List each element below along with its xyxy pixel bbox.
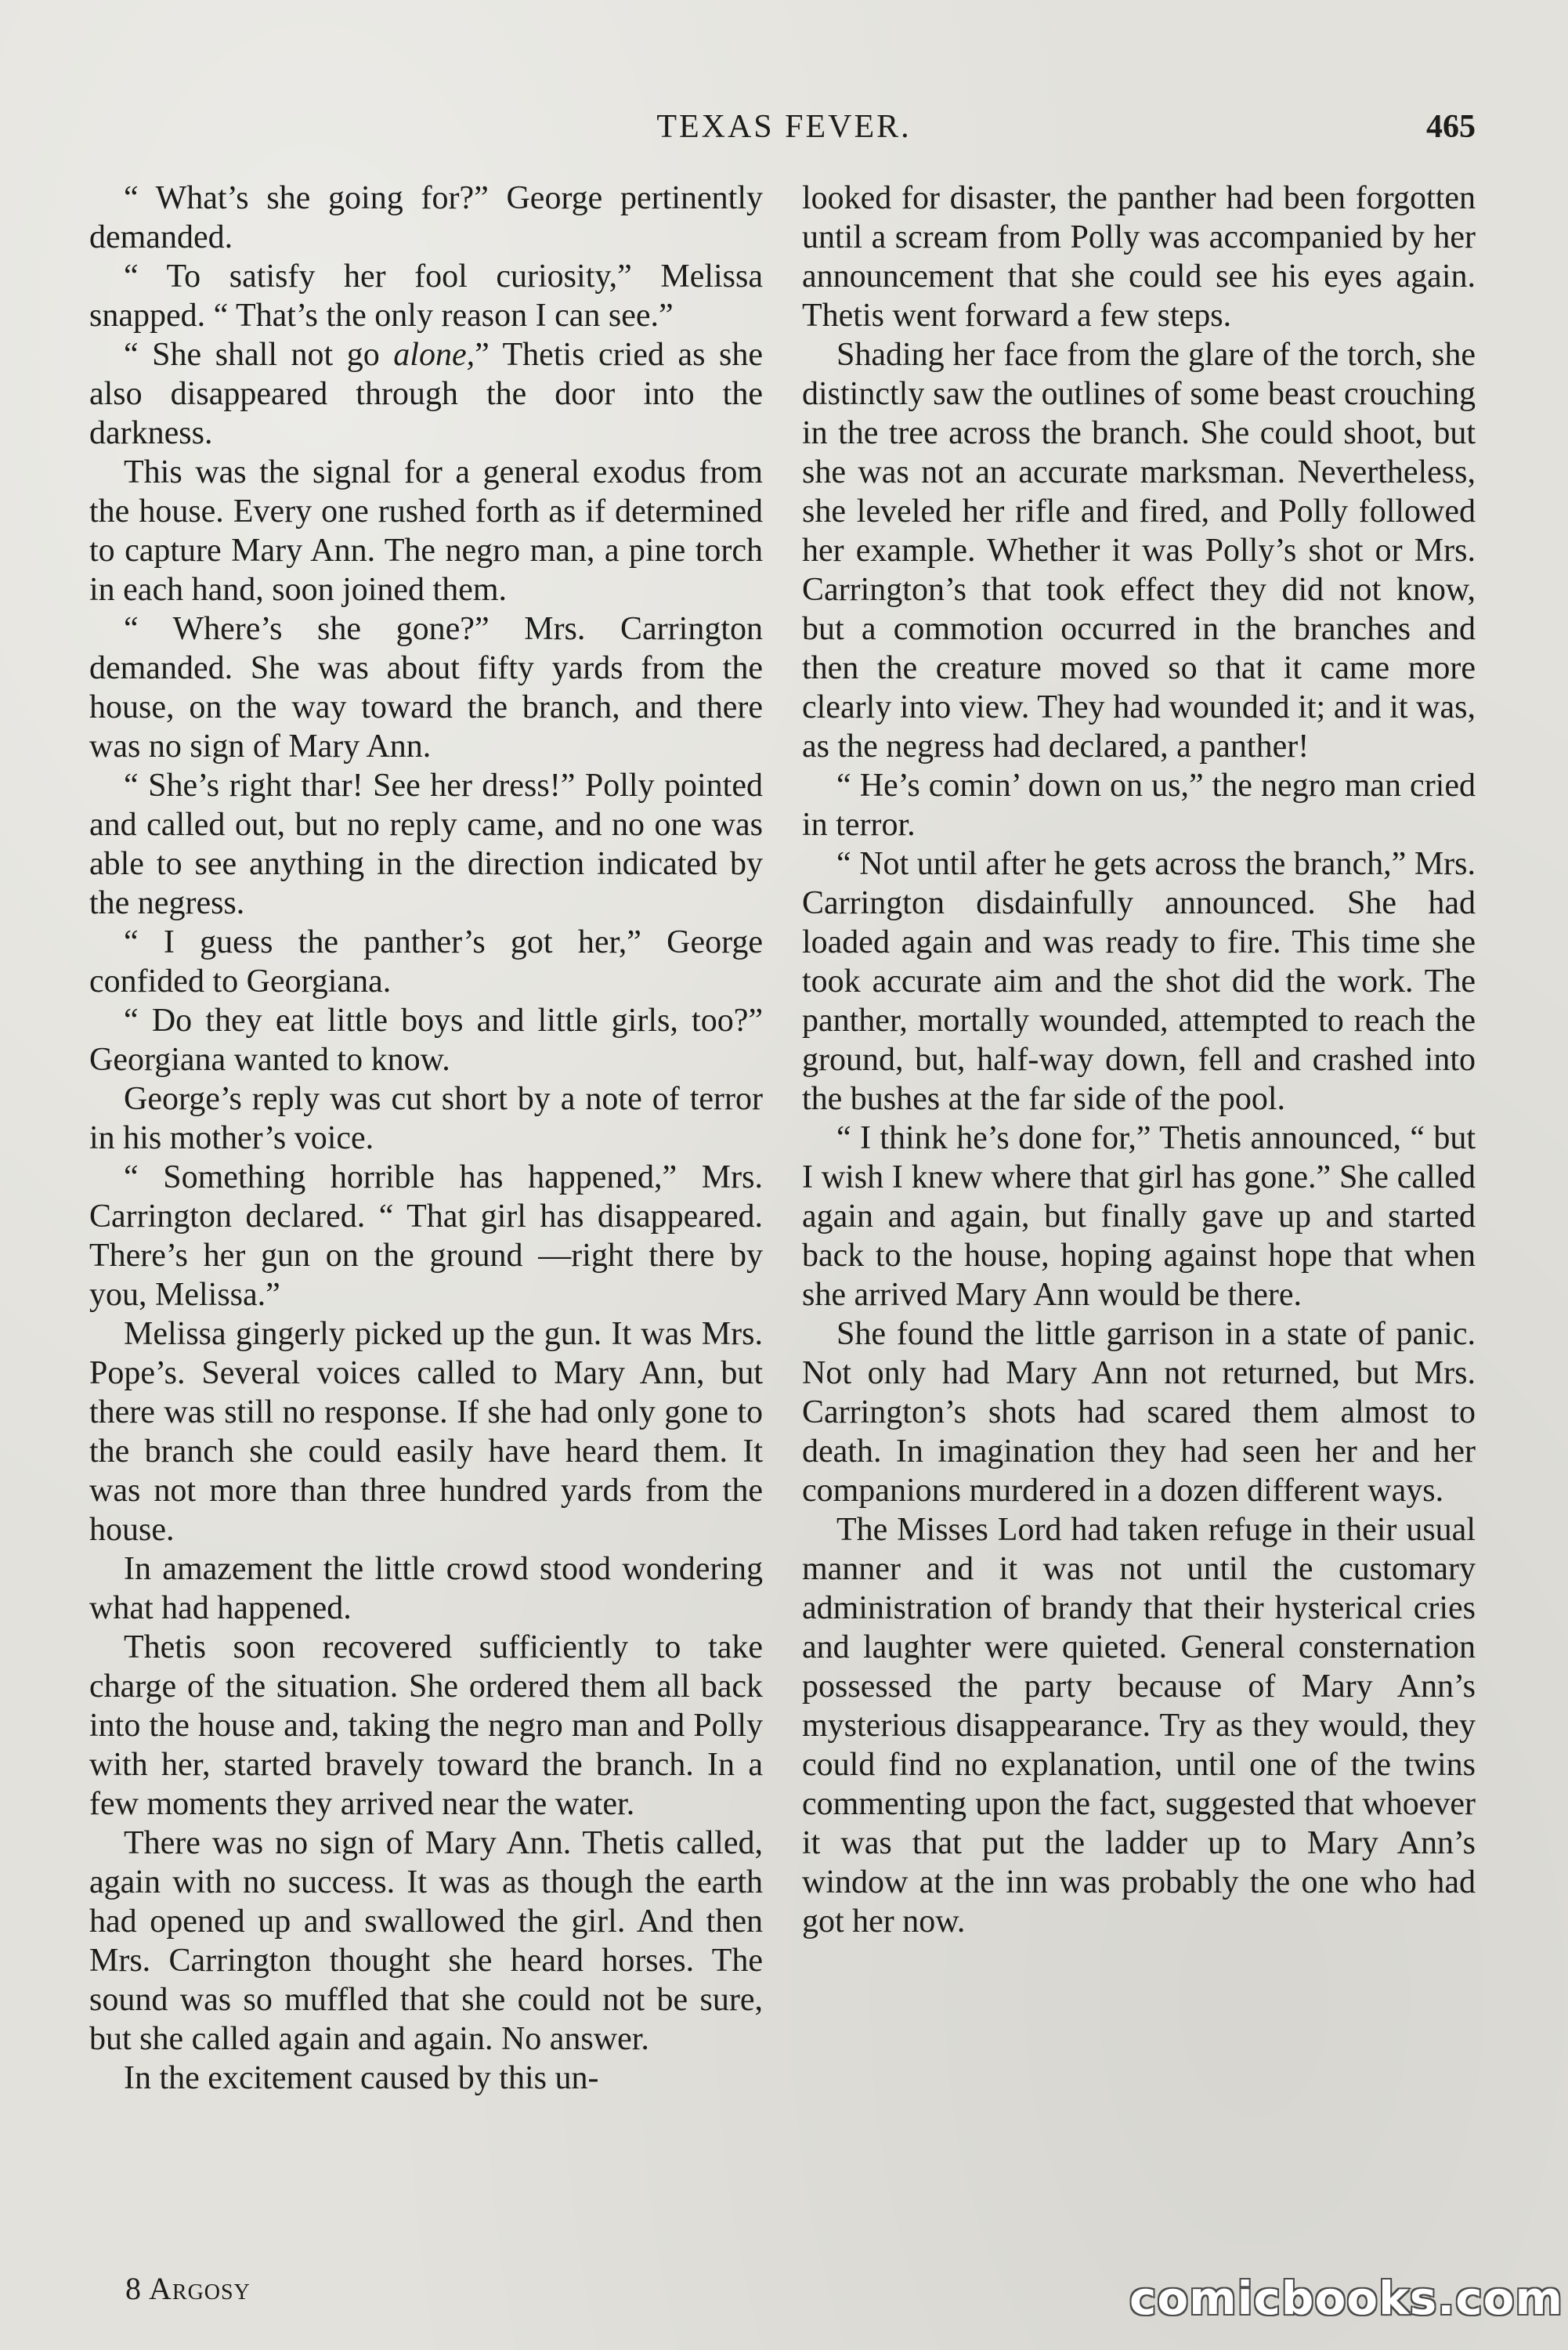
paragraph-continued: looked for disaster, the panther had been forgotten until a scream from Polly was accompanied by her announcement that she could see his eyes again. Thetis went forward a few steps. xyxy=(802,180,1476,334)
paragraph: “ She’s right thar! See her dress!” Polly pointed and called out, but no reply came, and no one was able to see anything in the direction indicated by the negress. xyxy=(89,768,763,921)
paragraph: Shading her face from the glare of the torch, she distinctly saw the outlines of some beast crouching in the tree across the branch. She could shoot, but she was not an accurate marksman. Nevertheless, she leveled her rifle and fired, and Polly followed her example. Whether it was Polly’s shot or Mrs. Carrington’s that took effect they did not know, but a commotion occurred in the branches and then the creature moved so that it came more clearly into view. They had wounded it; and it was, as the negress had declared, a panther! xyxy=(802,337,1476,765)
emphasis: alone, xyxy=(393,337,475,373)
paragraph: The Misses Lord had taken refuge in their usual manner and it was not until the customary administration of brandy that their hysterical cries and laughter were quieted. General consternation possessed the party because of Mary Ann’s mysterious disappearance. Try as they would, they could find no explanation, until one of the twins commenting upon the fact, suggested that whoever it was that put the ladder up to Mary Ann’s window at the inn was probably the one who had got her now. xyxy=(802,1512,1476,1940)
paragraph: In amazement the little crowd stood wondering what had happened. xyxy=(89,1551,763,1626)
paragraph: She found the little garrison in a state of panic. Not only had Mary Ann not returned, but Mrs. Carrington’s shots had scared them almost to death. In imagination they had seen her and her companions murdered in a dozen different ways. xyxy=(802,1316,1476,1509)
watermark xyxy=(1129,2272,1563,2342)
paragraph: This was the signal for a general exodus from the house. Every one rushed forth as if determined to capture Mary Ann. The negro man, a pine torch in each hand, soon joined them. xyxy=(89,454,763,608)
paragraph: “ To satisfy her fool curiosity,” Melissa snapped. “ That’s the only reason I can see.” xyxy=(89,258,763,334)
signature-name: Argosy xyxy=(149,2271,251,2306)
paragraph: “ I think he’s done for,” Thetis announced, “ but I wish I knew where that girl has gone.” She called again and again, but finally gave up and started back to the house, hoping against hope that when she arrived Mary Ann would be there. xyxy=(802,1120,1476,1313)
right-column xyxy=(802,179,1476,1941)
paragraph: In the excitement caused by this un- xyxy=(124,2060,599,2096)
paragraph: Melissa gingerly picked up the gun. It was Mrs. Pope’s. Several voices called to Mary Ann, but there was still no response. If she had only gone to the branch she could easily have heard them. It was not more than three hundred yards from the house. xyxy=(89,1316,763,1548)
signature-number: 8 xyxy=(125,2271,141,2306)
left-column xyxy=(89,179,763,2098)
running-title: TEXAS FEVER. xyxy=(656,109,912,145)
paragraph: “ What’s she going for?” George pertinently demanded. xyxy=(89,180,763,255)
paragraph: “ I guess the panther’s got her,” George confided to Georgiana. xyxy=(89,924,763,1000)
paragraph: “ Not until after he gets across the branch,” Mrs. Carrington disdainfully announced. She had loaded again and was ready to fire. This time she took accurate aim and the shot did the work. The panther, mortally wounded, attempted to reach the ground, but, half-way down, fell and crashed into the bushes at the far side of the pool. xyxy=(802,846,1476,1117)
paragraph: George’s reply was cut short by a note of terror in his mother’s voice. xyxy=(89,1081,763,1156)
paragraph: “ Do they eat little boys and little girls, too?” Georgiana wanted to know. xyxy=(89,1003,763,1078)
paragraph: “ He’s comin’ down on us,” the negro man cried in terror. xyxy=(802,768,1476,843)
paragraph: There was no sign of Mary Ann. Thetis called, again with no success. It was as though the earth had opened up and swallowed the girl. And then Mrs. Carrington thought she heard horses. The sound was so muffled that she could not be sure, but she called again and again. No answer. xyxy=(89,1825,763,2057)
signature-mark xyxy=(125,2270,251,2307)
page-number: 465 xyxy=(1426,109,1476,145)
running-head xyxy=(0,108,1568,155)
paragraph: Thetis soon recovered sufficiently to take charge of the situation. She ordered them all back into the house and, taking the negro man and Polly with her, started bravely toward the branch. In a few moments they arrived near the water. xyxy=(89,1629,763,1822)
paragraph: “ She shall not go alone,” Thetis cried as she also disappeared through the door into the darkness. xyxy=(89,337,764,451)
paragraph: “ Where’s she gone?” Mrs. Carrington demanded. She was about fifty yards from the house, on the way toward the branch, and there was no sign of Mary Ann. xyxy=(89,611,763,765)
paragraph: “ Something horrible has happened,” Mrs. Carrington declared. “ That girl has disappeared. There’s her gun on the ground —right there by you, Melissa.” xyxy=(89,1159,763,1313)
watermark-text: comicbooks.com xyxy=(1129,2272,1563,2325)
